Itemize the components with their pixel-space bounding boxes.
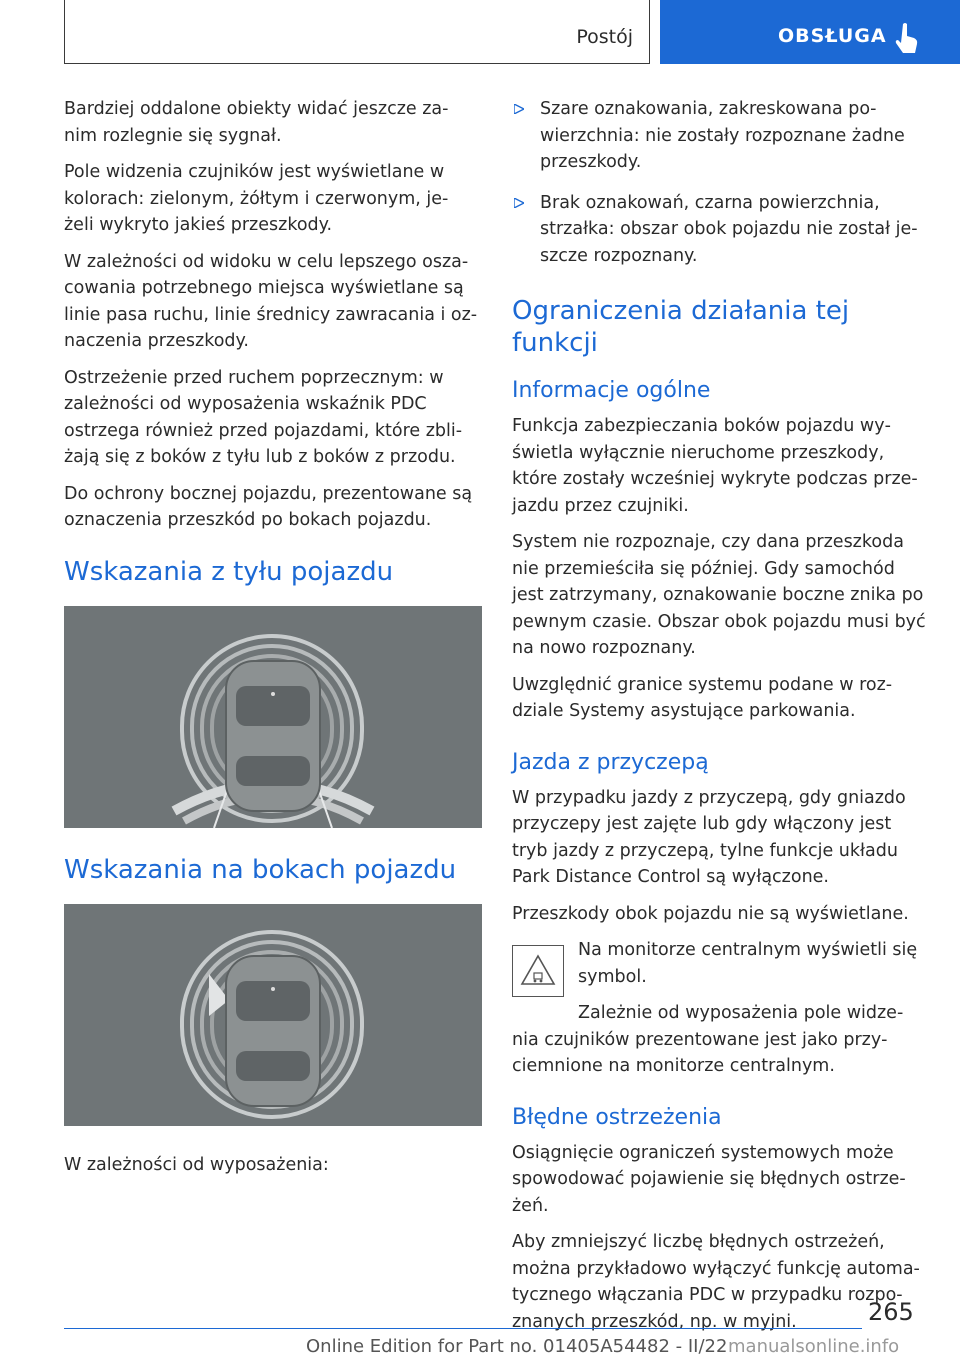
paragraph: W zależności od widoku w celu lepszego osza‐ cowania potrzebnego miejsca wyświetlane są linie pasa ruchu, linie średnicy zawracania i oz‐ naczenia przeszkody.: [64, 251, 478, 351]
paragraph: W zależności od wyposażenia:: [64, 1154, 329, 1175]
footer-edition: Online Edition for Part no. 01405A54482 - II/22: [306, 1336, 728, 1357]
paragraph: Do ochrony bocznej pojazdu, prezentowane są oznaczenia przeszkód po bokach pojazdu.: [64, 483, 473, 530]
heading-trailer: Jazda z przyczepą: [512, 749, 709, 775]
hand-pointer-icon: [894, 22, 920, 56]
paragraph: Na monitorze centralnym wyświetli się symbol.: [578, 940, 918, 987]
paragraph: W przypadku jazdy z przyczepą, gdy gniazdo przyczepy jest zajęte lub gdy włączony jest tryb jazdy z przyczepą, tylne funkcje układu Park Distance Control są wyłączone.: [512, 787, 906, 887]
heading-rear-display: Wskazania z tyłu pojazdu: [64, 556, 394, 587]
triangle-bullet-icon: [514, 198, 524, 208]
paragraph: Osiągnięcie ograniczeń systemowych może spowodować pojawienie się błędnych ostrze‐ żeń.: [512, 1142, 906, 1216]
list-item: [512, 190, 926, 270]
paragraph: Przeszkody obok pojazdu nie są wyświetlane.: [512, 903, 909, 924]
heading-false-warnings: Błędne ostrzeżenia: [512, 1104, 722, 1130]
list-item-text: Brak oznakowań, czarna powierzchnia, strzałka: obszar obok pojazdu nie został je‐ szcze rozpoznany.: [540, 192, 918, 266]
header-chapter-title: OBSŁUGA: [778, 25, 887, 47]
right-column: [512, 96, 926, 1345]
list-item: [512, 96, 926, 176]
page-number: 265: [868, 1298, 914, 1326]
triangle-bullet-icon: [514, 104, 524, 114]
trailer-warning-icon: [512, 945, 564, 997]
paragraph: Zależnie od wyposażenia pole widze‐ nia czujników prezentowane jest jako przy‐ ciemnione na monitorze centralnym.: [512, 1003, 904, 1076]
header-section-box: [64, 0, 650, 64]
heading-limits: Ograniczenia działania tej funkcji: [512, 296, 850, 358]
header-section-title: Postój: [576, 26, 633, 48]
paragraph: Ostrzeżenie przed ruchem poprzecznym: w zależności od wyposażenia wskaźnik PDC ostrzega również przed pojazdami, które zbli‐ żają się z boków z tyłu lub z boków z przodu.: [64, 367, 463, 467]
paragraph: Uwzględnić granice systemu podane w roz‐ dziale Systemy asystujące parkowania.: [512, 674, 893, 721]
marking-list: [512, 96, 926, 269]
paragraph: Pole widzenia czujników jest wyświetlane w kolorach: zielonym, żółtym i czerwonym, je‐ żeli wykryto jakieś przeszkody.: [64, 162, 449, 235]
symbol-note: [512, 937, 926, 990]
heading-general-info: Informacje ogólne: [512, 378, 711, 403]
rear-sensor-illustration: [64, 606, 482, 828]
side-sensor-figure: [64, 904, 482, 1126]
paragraph: Aby zmniejszyć liczbę błędnych ostrzeżeń, można przykładowo wyłączyć funkcję automa‐ tycznego włączania PDC w przypadku rozpo‐ znanych przeszkód, np. w myjni.: [512, 1232, 920, 1332]
footer-watermark: manualsonline.info: [728, 1336, 900, 1357]
rear-sensor-figure: [64, 606, 482, 828]
list-item-text: Szare oznakowania, zakreskowana po‐ wierzchnia: nie zostały rozpoznane żadne przeszkody.: [540, 99, 905, 172]
heading-side-display: Wskazania na bokach pojazdu: [64, 854, 457, 885]
paragraph: System nie rozpoznaje, czy dana przeszkoda nie przemieściła się później. Gdy samochód jest zatrzymany, oznakowanie boczne znika po pewnym czasie. Obszar obok pojazdu musi być na nowo rozpoznany.: [512, 532, 926, 658]
side-sensor-illustration: [64, 904, 482, 1126]
footer-divider: [64, 1328, 862, 1329]
paragraph: Funkcja zabezpieczania boków pojazdu wy‐ świetla wyłącznie nieruchome przeszkody, które zostały wcześniej wykryte podczas prze‐ jazdu przez czujniki.: [512, 416, 918, 516]
left-column: [64, 96, 482, 1188]
header-chapter-tab: [660, 0, 960, 64]
paragraph: Bardziej oddalone obiekty widać jeszcze za‐ nim rozlegnie się sygnał.: [64, 99, 449, 146]
